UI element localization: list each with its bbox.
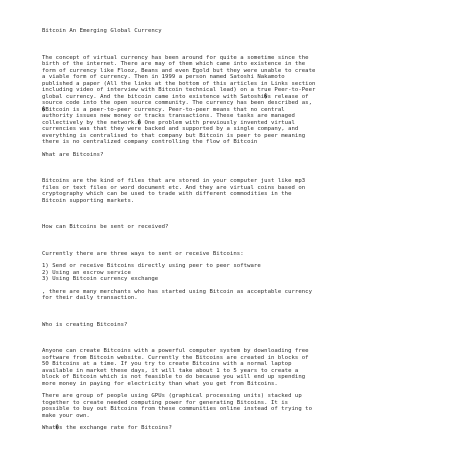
document-page xyxy=(42,28,414,432)
answer-paragraph xyxy=(42,348,414,387)
text-line: Anyone can create Bitcoins with a powerful computer system by downloading free xyxy=(42,348,309,354)
spacer xyxy=(42,204,414,224)
answer-paragraph xyxy=(42,178,414,204)
text-line: cryptography which can be used to trade with different commodities in the xyxy=(42,191,292,197)
text-line: form of currency like Flooz, Beans and even Egold but they were unable to create xyxy=(42,67,316,74)
text-line: source code into the open source community. The currency has been described as, xyxy=(42,100,312,106)
text-line: for their daily transaction. xyxy=(42,295,138,301)
text-line: currencies was that they were backed and supported by a single company, and xyxy=(42,126,299,132)
text-line: birth of the internet. There are may of them which came into existence in the xyxy=(42,61,306,67)
text-line: The concept of virtual currency has been around for quite a sometime since the xyxy=(42,54,309,61)
text-line: There are group of people using GPUs (graphical processing units) stacked up xyxy=(42,393,302,399)
spacer xyxy=(42,158,414,178)
text-line: global currency. And the bitcoin came into existence with Satoshi�s release of xyxy=(42,93,309,100)
text-line: 50 Bitcoins at a time. If you try to create Bitcoins with a normal laptop xyxy=(42,361,292,367)
text-line: Bitcoin supporting markets. xyxy=(42,197,135,204)
question-heading: How can Bitcoins be sent or received? xyxy=(42,224,169,230)
text-line: �Bitcoin is a peer-to-peer currency. Peer-to-peer means that no central xyxy=(42,106,285,113)
text-line: more money in paying for electricity than what you get from Bitcoins. xyxy=(42,380,278,387)
text-line: possible to buy out Bitcoins from these communities online instead of trying to xyxy=(42,406,312,412)
text-line: , there are many merchants who has started using Bitcoin as acceptable currency xyxy=(42,288,312,295)
text-line: Bitcoins are the kind of files that are stored in your computer just like mp3 xyxy=(42,178,306,184)
text-line: files or text files or word document etc. And they are virtual coins based on xyxy=(42,184,306,191)
spacer xyxy=(42,35,414,55)
document-title: Bitcoin An Emerging Global Currency xyxy=(42,28,162,34)
text-line: software from Bitcoin website. Currently the Bitcoins are created in blocks of xyxy=(42,354,309,361)
text-line: there is no centralized company controlling the flow of Bitcoin xyxy=(42,139,258,145)
question-heading: Who is creating Bitcoins? xyxy=(42,321,128,328)
question-heading: What�s the exchange rate for Bitcoins? xyxy=(42,425,172,431)
text-line: together to create needed computing power for generating Bitcoins. It is xyxy=(42,399,289,406)
text-line: everything is centralised to that company but Bitcoin is peer to peer meaning xyxy=(42,132,306,139)
text-line: available in market these days, it will take about 1 to 5 years to create a xyxy=(42,367,299,374)
text-line: published a paper (All the links at the bottom of this articles in Links section xyxy=(42,80,316,87)
question-heading: What are Bitcoins? xyxy=(42,151,104,158)
text-line: Currently there are three ways to sent or receive Bitcoins: xyxy=(42,250,244,257)
list-item: 3) Using Bitcoin currency exchange xyxy=(42,276,159,282)
text-line: collectively by the network.� One problem with previously invented virtual xyxy=(42,119,295,126)
text-line: block of Bitcoin which is not feasible to do because you will end up spending xyxy=(42,374,306,380)
merchants-paragraph xyxy=(42,289,414,302)
gpu-paragraph xyxy=(42,393,414,419)
text-line: a viable form of currency. Then in 1999 a person named Satoshi Nakamoto xyxy=(42,74,285,80)
spacer xyxy=(42,302,414,322)
spacer xyxy=(42,231,414,251)
text-line: including video of interview with Bitcoin technical lead) on a true Peer-to-Peer xyxy=(42,87,316,93)
list-item: 2) Using an escrow service xyxy=(42,269,131,276)
ways-list xyxy=(42,263,414,283)
spacer xyxy=(42,328,414,348)
text-line: authority issues new money or tracks transactions. These tasks are managed xyxy=(42,113,295,119)
list-item: 1) Send or receive Bitcoins directly using peer to peer software xyxy=(42,263,261,269)
intro-paragraph xyxy=(42,55,414,146)
text-line: make your own. xyxy=(42,412,90,419)
